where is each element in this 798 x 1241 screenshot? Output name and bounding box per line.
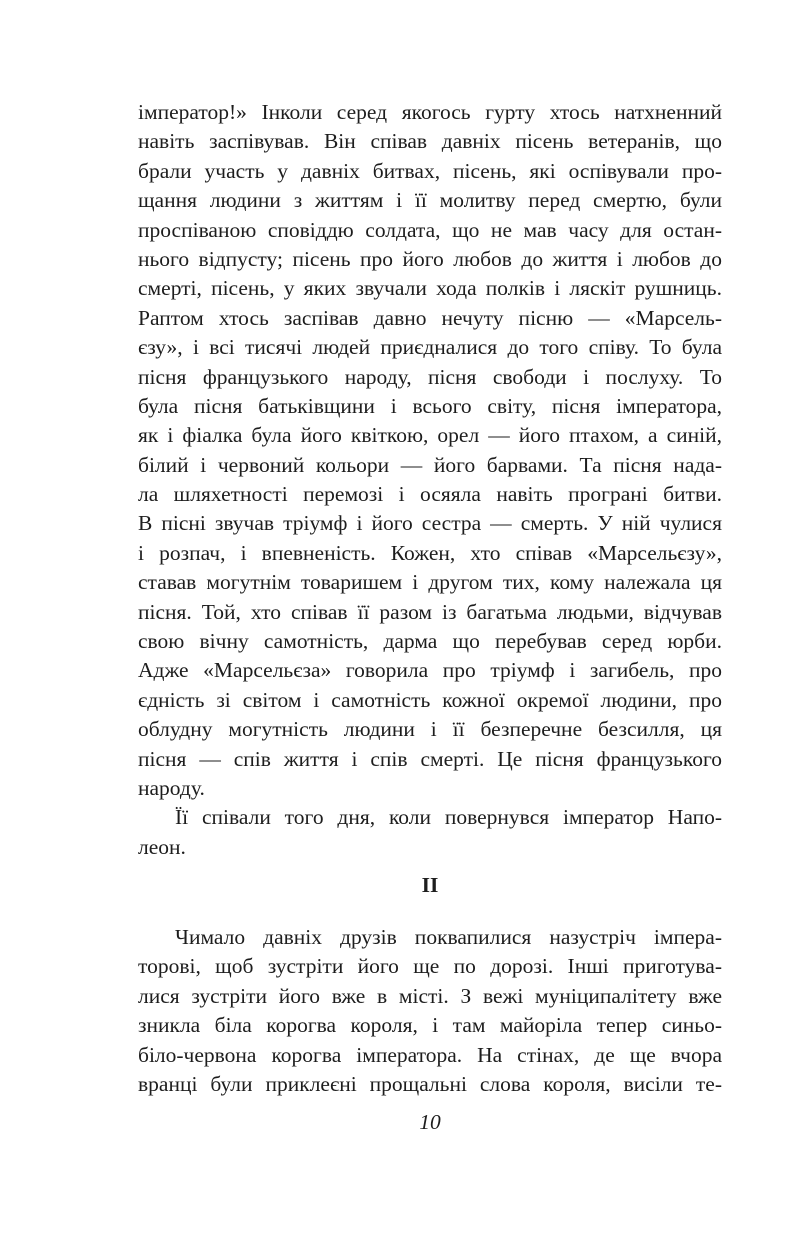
text-line: Адже «Марсельєза» говорила про тріумф і загибель, про <box>138 658 722 683</box>
text-line: смерті, пісень, у яких звучали хода полків і ляскіт рушниць. <box>138 276 722 301</box>
text-line: єзу», і всі тисячі людей приєдналися до того співу. То була <box>138 335 722 360</box>
text-line: пісня. Той, хто співав її разом із багатьма людьми, відчував <box>138 599 722 624</box>
text-line: імператор!» Інколи серед якогось гурту хтось натхненний <box>138 100 722 124</box>
text-line: ла шляхетності перемозі і осяяла навіть програні битви. <box>138 482 722 507</box>
text-block-2 <box>138 923 722 1099</box>
text-line: облудну могутність людини і її безперечне безсилля, ця <box>138 717 722 742</box>
text-line: брали участь у давніх битвах, пісень, які оспівували про- <box>138 158 722 183</box>
text-line: В пісні звучав тріумф і його сестра — смерть. У ній чулися <box>138 511 722 536</box>
text-line: як і фіалка була його квіткою, орел — його птахом, а синій, <box>138 423 722 448</box>
text-line: зникла біла корогва короля, і там майоріла тепер синьо- <box>138 1013 722 1038</box>
text-line: торові, щоб зустріти його ще по дорозі. Інші приготува- <box>138 954 722 979</box>
text-line: лися зустріти його вже в місті. З вежі муніципалітету вже <box>138 983 722 1008</box>
text-line: білий і червоний кольори — його барвами. Та пісня нада- <box>138 452 722 477</box>
text-line: леон. <box>138 834 186 859</box>
text-line: навіть заспівував. Він співав давніх пісень ветеранів, що <box>138 129 722 154</box>
text-line: пісня французького народу, пісня свободи і послуху. То <box>138 364 722 389</box>
text-line: Її співали того дня, коли повернувся імператор Напо- <box>175 805 722 830</box>
text-line: пісня — спів життя і спів смерті. Це пісня французького <box>138 746 722 771</box>
text-line: проспіваною сповіддю солдата, що не мав часу для остан- <box>138 217 722 242</box>
text-line: біло-червона корогва імператора. На стінах, де ще вчора <box>138 1042 722 1067</box>
chapter-heading: II <box>421 873 439 897</box>
text-line: свою вічну самотність, дарма що перебував серед юрби. <box>138 629 722 654</box>
text-line: Раптом хтось заспівав давно нечуту пісню — «Марсель- <box>138 305 722 330</box>
page-number: 10 <box>419 1110 441 1134</box>
text-line: щання людини з життям і її молитву перед смертю, були <box>138 188 722 213</box>
text-line: була пісня батьківщини і всього світу, пісня імператора, <box>138 393 722 418</box>
text-line: народу. <box>138 775 205 800</box>
text-line: Чимало давніх друзів поквапилися назустріч імпера- <box>175 925 722 949</box>
text-line: єдність зі світом і самотність кожної окремої людини, про <box>138 687 722 712</box>
text-line: нього відпусту; пісень про його любов до життя і любов до <box>138 246 722 271</box>
text-line: вранці були приклеєні прощальні слова короля, висіли те- <box>138 1071 722 1096</box>
text-block-1 <box>138 98 722 862</box>
text-line: ставав могутнім товаришем і другом тих, кому належала ця <box>138 570 722 595</box>
text-line: і розпач, і впевненість. Кожен, хто співав «Марсельєзу», <box>138 540 722 565</box>
